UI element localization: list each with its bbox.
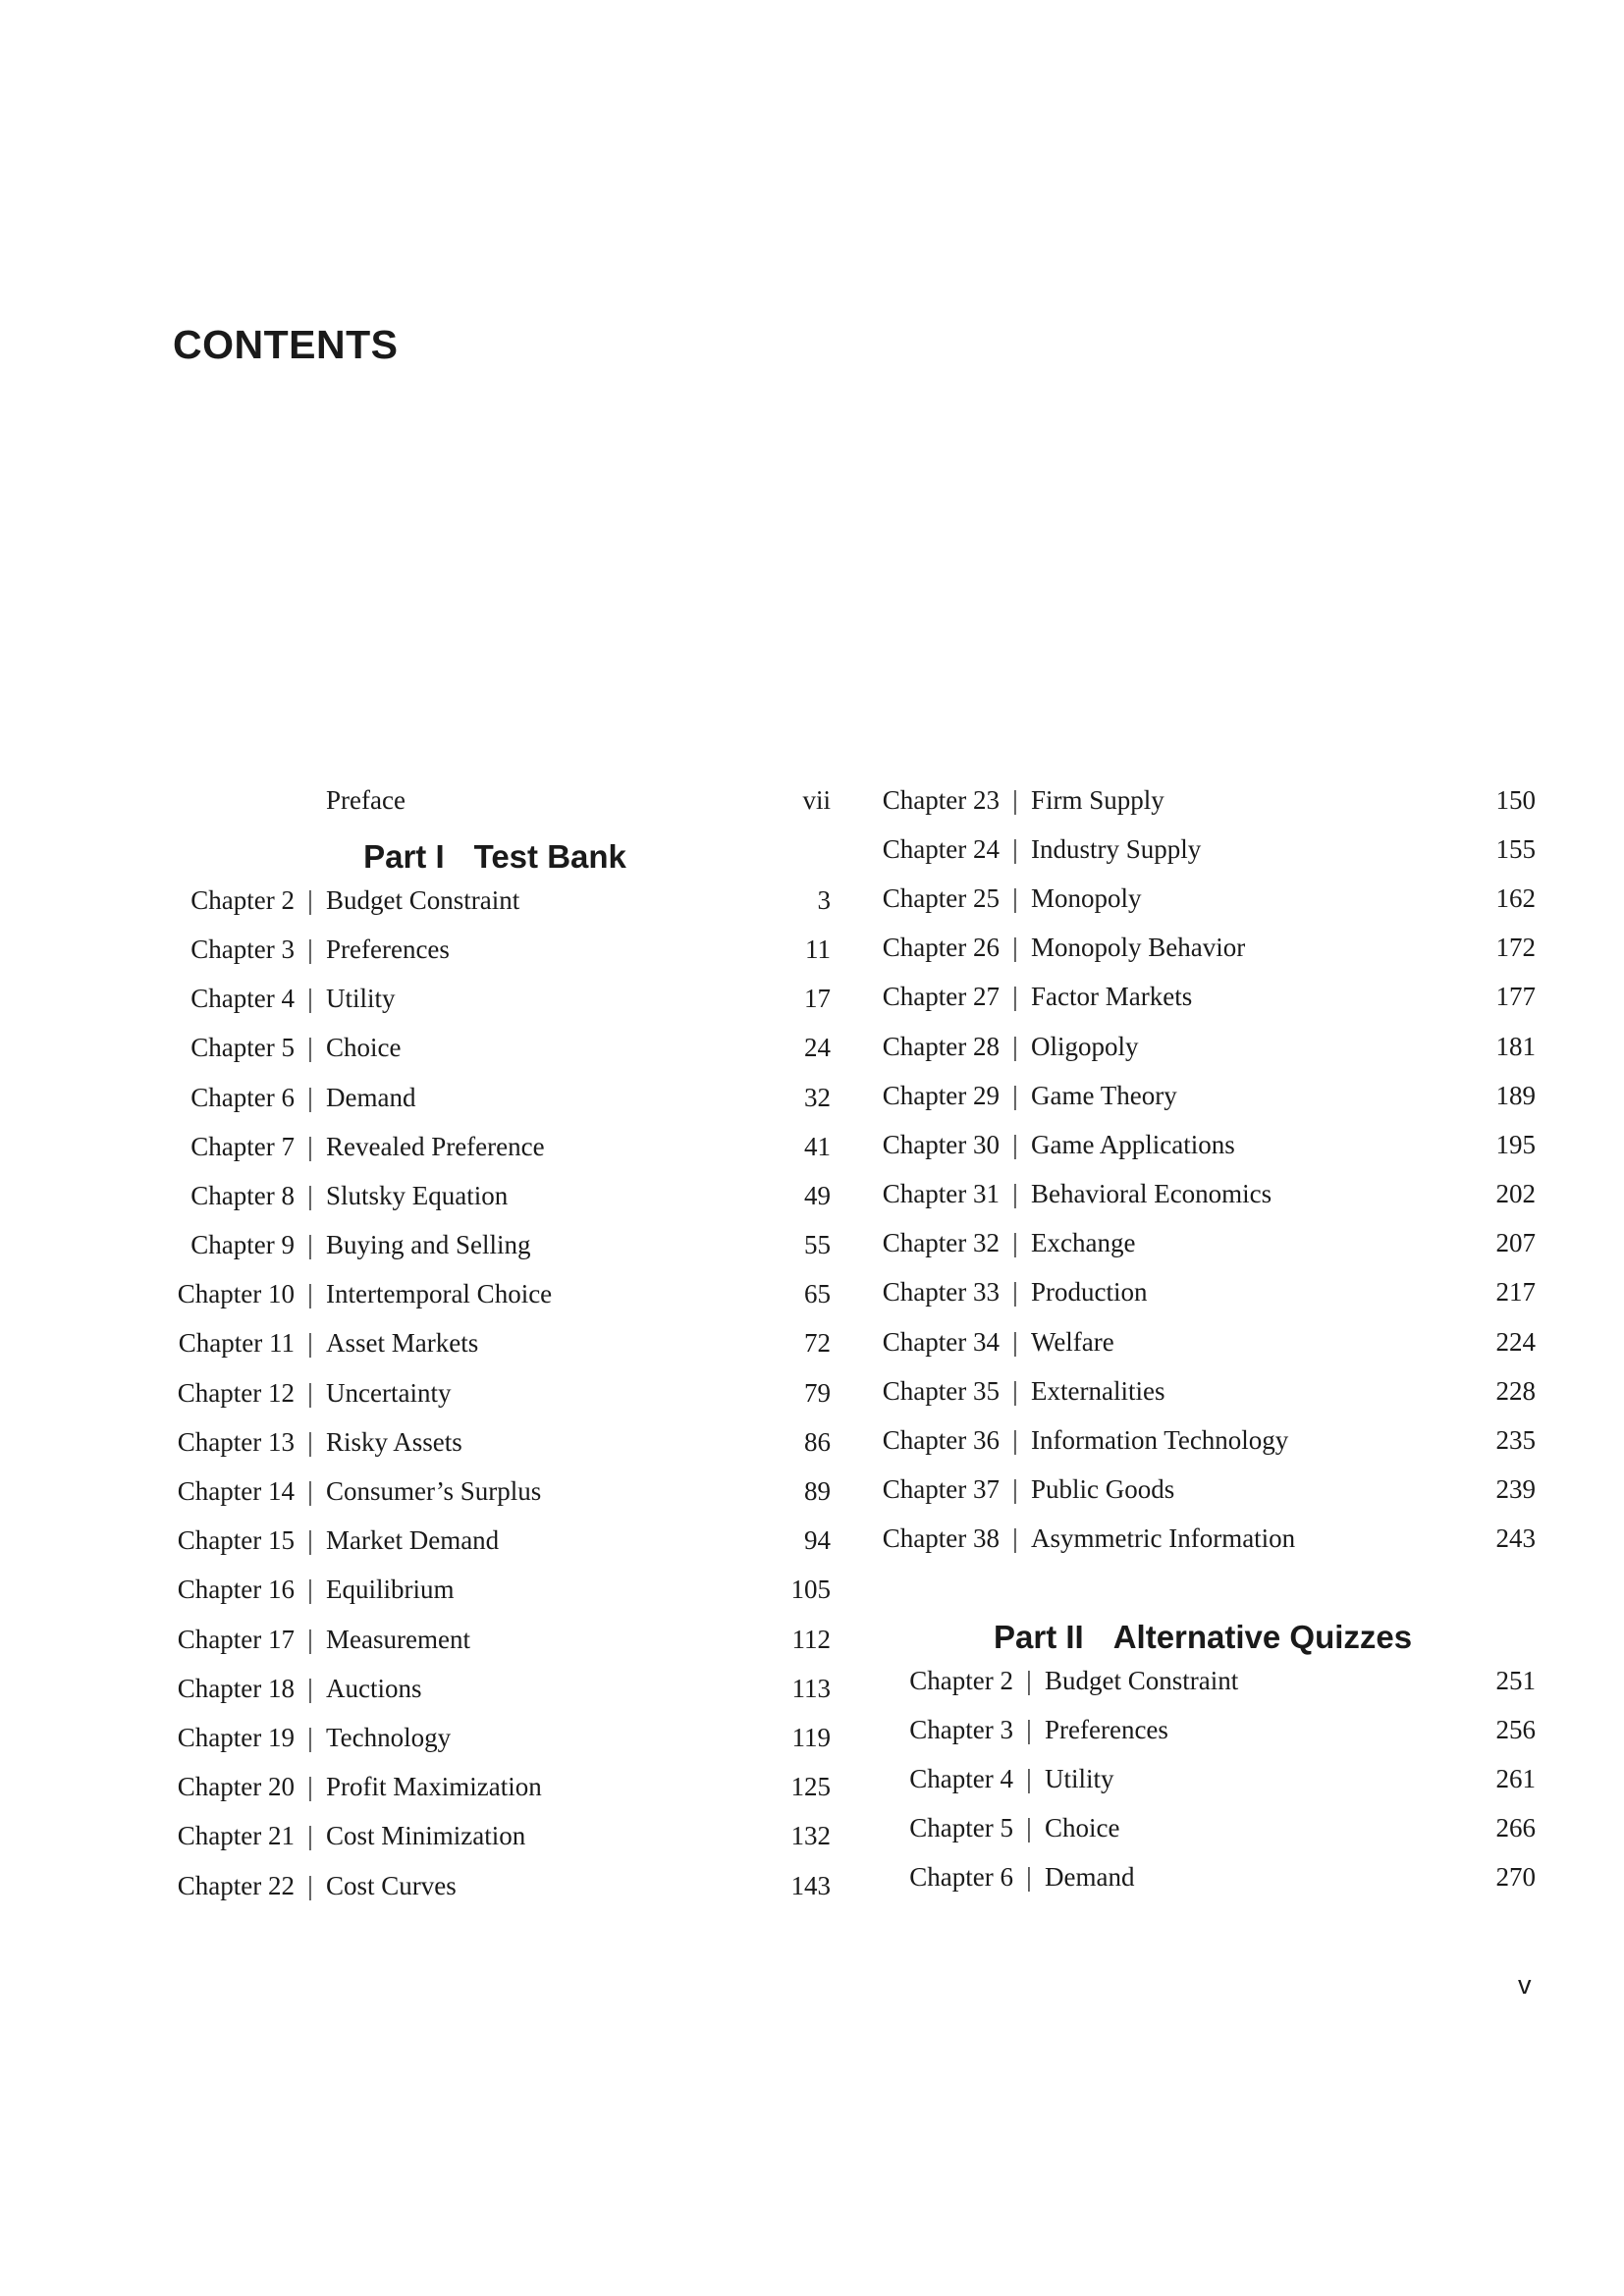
part-number: Part II (994, 1619, 1084, 1655)
toc-separator: | (307, 1624, 313, 1654)
toc-separator: | (307, 1476, 313, 1507)
toc-entry-title: Public Goods (1031, 1474, 1175, 1505)
toc-entry-title: Game Theory (1031, 1080, 1177, 1110)
toc-entry-chapter: Chapter 24 (882, 833, 1000, 864)
toc-entry[interactable] (171, 1812, 831, 1861)
toc-entry-page: vii (802, 784, 831, 815)
toc-entry-page: 150 (1495, 784, 1536, 815)
toc-separator: | (307, 1033, 313, 1063)
toc-entry-chapter: Chapter 16 (177, 1575, 295, 1605)
toc-entry-page: 112 (791, 1624, 831, 1654)
toc-entry-title: Game Applications (1031, 1129, 1235, 1159)
toc-separator: | (307, 1575, 313, 1605)
part-heading-part-2 (878, 1585, 1536, 1656)
toc-entry-page: 202 (1495, 1179, 1536, 1209)
toc-entry-chapter: Chapter 27 (882, 982, 1000, 1012)
toc-entry[interactable] (171, 1024, 831, 1073)
toc-entry-page: 172 (1495, 933, 1536, 963)
toc-entry-title: Equilibrium (326, 1575, 455, 1605)
toc-entry-chapter: Chapter 6 (909, 1862, 1013, 1893)
toc-entry[interactable] (171, 1467, 831, 1516)
toc-separator: | (307, 1180, 313, 1210)
toc-separator: | (1026, 1665, 1032, 1695)
toc-entry[interactable] (171, 1368, 831, 1417)
toc-entry[interactable] (171, 1270, 831, 1319)
toc-entry[interactable] (171, 975, 831, 1024)
toc-entry[interactable] (878, 874, 1536, 923)
toc-entry-page: 125 (790, 1772, 831, 1802)
toc-entry-page: 261 (1495, 1763, 1536, 1793)
toc-entry-title: Risky Assets (326, 1426, 462, 1457)
toc-entry-page: 251 (1495, 1665, 1536, 1695)
toc-list-part-1-left (171, 876, 831, 1910)
toc-entry[interactable] (171, 1664, 831, 1713)
toc-entry[interactable] (171, 1417, 831, 1467)
toc-entry-chapter: Chapter 22 (177, 1870, 295, 1900)
toc-separator: | (307, 884, 313, 915)
toc-entry[interactable] (878, 924, 1536, 973)
toc-entry-page: 235 (1495, 1425, 1536, 1456)
toc-entry[interactable] (171, 876, 831, 925)
toc-entry-title: Monopoly (1031, 882, 1142, 913)
toc-entry-chapter: Chapter 2 (190, 884, 295, 915)
toc-entry[interactable] (878, 1120, 1536, 1169)
part-number: Part I (363, 838, 445, 876)
toc-entry-title: Asset Markets (326, 1328, 479, 1359)
toc-entry-title: Auctions (326, 1673, 422, 1703)
toc-entry-chapter: Chapter 38 (882, 1523, 1000, 1554)
toc-entry[interactable] (171, 1221, 831, 1270)
toc-entry[interactable] (878, 973, 1536, 1022)
toc-entry-chapter: Chapter 17 (177, 1624, 295, 1654)
toc-entry-page: 228 (1495, 1375, 1536, 1406)
toc-separator: | (307, 1821, 313, 1851)
toc-separator: | (1012, 1129, 1018, 1159)
toc-entry[interactable] (878, 1366, 1536, 1415)
toc-separator: | (307, 1131, 313, 1161)
toc-entry[interactable] (171, 1171, 831, 1220)
toc-entry[interactable] (878, 1656, 1536, 1705)
toc-entry-page: 17 (804, 984, 831, 1014)
toc-entry-page: 239 (1495, 1474, 1536, 1505)
toc-entry-title: Information Technology (1031, 1425, 1289, 1456)
toc-entry[interactable] (171, 1517, 831, 1566)
toc-entry-title: Asymmetric Information (1031, 1523, 1296, 1554)
toc-separator: | (1012, 833, 1018, 864)
toc-separator: | (307, 1525, 313, 1556)
toc-separator: | (1012, 1179, 1018, 1209)
toc-entry-title: Externalities (1031, 1375, 1165, 1406)
toc-entry-page: 41 (804, 1131, 831, 1161)
toc-separator: | (307, 1082, 313, 1112)
toc-entry-page: 89 (804, 1476, 831, 1507)
toc-entry[interactable] (878, 1219, 1536, 1268)
toc-entry[interactable] (878, 1754, 1536, 1803)
toc-entry[interactable] (171, 925, 831, 974)
toc-entry[interactable] (878, 1022, 1536, 1071)
toc-entry[interactable] (878, 1170, 1536, 1219)
toc-entry-page: 79 (804, 1377, 831, 1408)
toc-entry-title: Industry Supply (1031, 833, 1202, 864)
toc-entry-page: 266 (1495, 1813, 1536, 1843)
toc-separator: | (1026, 1862, 1032, 1893)
toc-entry[interactable] (878, 1317, 1536, 1366)
toc-entry-page: 155 (1495, 833, 1536, 864)
toc-separator: | (1012, 1425, 1018, 1456)
toc-entry-title: Production (1031, 1277, 1148, 1308)
toc-entry-title: Preface (326, 784, 406, 815)
toc-entry-title: Intertemporal Choice (326, 1279, 553, 1309)
toc-separator: | (1012, 882, 1018, 913)
toc-separator: | (307, 1230, 313, 1260)
toc-entry-title: Budget Constraint (1045, 1665, 1239, 1695)
toc-entry-title: Budget Constraint (326, 884, 520, 915)
toc-entry-chapter: Chapter 34 (882, 1326, 1000, 1357)
toc-entry[interactable] (878, 825, 1536, 874)
toc-entry-chapter: Chapter 29 (882, 1080, 1000, 1110)
page-title: CONTENTS (173, 322, 399, 367)
toc-entry-page: 256 (1495, 1714, 1536, 1744)
toc-entry[interactable] (171, 1122, 831, 1171)
toc-entry-chapter: Chapter 2 (909, 1665, 1013, 1695)
toc-entry-chapter: Chapter 14 (177, 1476, 295, 1507)
toc-entry-title: Utility (326, 984, 396, 1014)
page-number: v (1518, 1970, 1532, 2000)
toc-entry-page: 72 (804, 1328, 831, 1359)
toc-entry-title: Profit Maximization (326, 1772, 542, 1802)
toc-entry-page: 119 (791, 1722, 831, 1752)
toc-entry-title: Slutsky Equation (326, 1180, 509, 1210)
toc-entry-page: 94 (804, 1525, 831, 1556)
toc-separator: | (1026, 1813, 1032, 1843)
toc-separator: | (307, 1722, 313, 1752)
toc-entry-title: Demand (326, 1082, 416, 1112)
toc-entry-chapter: Chapter 37 (882, 1474, 1000, 1505)
toc-entry-page: 243 (1495, 1523, 1536, 1554)
toc-entry-page: 189 (1495, 1080, 1536, 1110)
toc-entry[interactable] (171, 1615, 831, 1664)
toc-entry-chapter: Chapter 3 (190, 934, 295, 964)
toc-entry[interactable] (878, 1071, 1536, 1120)
toc-entry[interactable] (878, 1466, 1536, 1515)
toc-entry-page: 32 (804, 1082, 831, 1112)
toc-entry-page: 162 (1495, 882, 1536, 913)
toc-entry-chapter: Chapter 20 (177, 1772, 295, 1802)
toc-entry-title: Factor Markets (1031, 982, 1193, 1012)
toc-entry-title: Preferences (326, 934, 450, 964)
toc-separator: | (1026, 1763, 1032, 1793)
toc-entry-chapter: Chapter 12 (177, 1377, 295, 1408)
toc-separator: | (307, 1328, 313, 1359)
toc-entry-chapter: Chapter 5 (909, 1813, 1013, 1843)
toc-entry-title: Technology (326, 1722, 452, 1752)
toc-entry[interactable] (878, 1415, 1536, 1465)
toc-separator: | (1012, 1523, 1018, 1554)
toc-entry[interactable] (171, 1319, 831, 1368)
toc-separator: | (1012, 1326, 1018, 1357)
toc-list-part-1-right (878, 775, 1536, 1564)
toc-entry-title: Oligopoly (1031, 1031, 1139, 1061)
toc-entry-chapter: Chapter 32 (882, 1228, 1000, 1258)
toc-entry-chapter: Chapter 6 (190, 1082, 295, 1112)
toc-right-column (878, 775, 1536, 1902)
toc-separator: | (307, 1772, 313, 1802)
toc-entry-title: Welfare (1031, 1326, 1114, 1357)
part-name: Test Bank (473, 838, 626, 876)
toc-entry-page: 105 (790, 1575, 831, 1605)
toc-entry-title: Consumer’s Surplus (326, 1476, 542, 1507)
part-heading-part-1 (171, 825, 662, 876)
toc-entry[interactable] (878, 1853, 1536, 1902)
toc-entry-page: 270 (1495, 1862, 1536, 1893)
toc-entry-page: 143 (790, 1870, 831, 1900)
toc-entry-title: Uncertainty (326, 1377, 452, 1408)
toc-entry-page: 195 (1495, 1129, 1536, 1159)
toc-separator: | (1026, 1714, 1032, 1744)
toc-entry-page: 65 (804, 1279, 831, 1309)
toc-separator: | (307, 1426, 313, 1457)
toc-separator: | (307, 1673, 313, 1703)
toc-entry-page: 224 (1495, 1326, 1536, 1357)
toc-entry[interactable] (878, 1804, 1536, 1853)
toc-entry[interactable] (878, 1515, 1536, 1564)
toc-entry[interactable] (171, 1861, 831, 1910)
toc-entry-chapter: Chapter 5 (190, 1033, 295, 1063)
toc-entry-chapter: Chapter 36 (882, 1425, 1000, 1456)
toc-entry-chapter: Chapter 8 (190, 1180, 295, 1210)
toc-entry-title: Behavioral Economics (1031, 1179, 1272, 1209)
toc-entry-page: 3 (817, 884, 831, 915)
toc-entry-page: 181 (1495, 1031, 1536, 1061)
toc-entry-chapter: Chapter 11 (178, 1328, 295, 1359)
toc-entry[interactable] (171, 1566, 831, 1615)
toc-preface-entry[interactable] (171, 775, 831, 825)
toc-entry-chapter: Chapter 21 (177, 1821, 295, 1851)
toc-entry-title: Choice (1045, 1813, 1120, 1843)
toc-entry-chapter: Chapter 4 (909, 1763, 1013, 1793)
toc-entry-page: 24 (804, 1033, 831, 1063)
toc-entry-title: Cost Curves (326, 1870, 457, 1900)
toc-separator: | (307, 1377, 313, 1408)
toc-entry-title: Monopoly Behavior (1031, 933, 1246, 963)
toc-entry-chapter: Chapter 10 (177, 1279, 295, 1309)
toc-entry-title: Exchange (1031, 1228, 1136, 1258)
toc-separator: | (1012, 784, 1018, 815)
toc-entry-page: 55 (804, 1230, 831, 1260)
toc-entry[interactable] (878, 1268, 1536, 1317)
toc-entry-chapter: Chapter 19 (177, 1722, 295, 1752)
toc-entry-page: 217 (1495, 1277, 1536, 1308)
toc-entry-chapter: Chapter 31 (882, 1179, 1000, 1209)
toc-entry-chapter: Chapter 15 (177, 1525, 295, 1556)
toc-entry[interactable] (171, 1763, 831, 1812)
toc-entry-chapter: Chapter 33 (882, 1277, 1000, 1308)
toc-separator: | (307, 984, 313, 1014)
toc-separator: | (307, 934, 313, 964)
toc-entry[interactable] (878, 1705, 1536, 1754)
toc-entry-chapter: Chapter 30 (882, 1129, 1000, 1159)
toc-separator: | (307, 1279, 313, 1309)
toc-separator: | (1012, 1080, 1018, 1110)
toc-entry-title: Demand (1045, 1862, 1135, 1893)
toc-entry-page: 207 (1495, 1228, 1536, 1258)
toc-separator: | (307, 1870, 313, 1900)
toc-separator: | (1012, 1228, 1018, 1258)
toc-entry-chapter: Chapter 9 (190, 1230, 295, 1260)
toc-entry[interactable] (171, 1073, 831, 1122)
toc-entry-chapter: Chapter 26 (882, 933, 1000, 963)
toc-entry-title: Utility (1045, 1763, 1114, 1793)
toc-entry-page: 11 (805, 934, 831, 964)
toc-separator: | (1012, 1277, 1018, 1308)
toc-entry-title: Choice (326, 1033, 402, 1063)
toc-separator: | (1012, 1474, 1018, 1505)
toc-entry-page: 113 (791, 1673, 831, 1703)
toc-entry-page: 132 (790, 1821, 831, 1851)
toc-entry-chapter: Chapter 18 (177, 1673, 295, 1703)
toc-list-part-2 (878, 1656, 1536, 1902)
toc-entry-title: Market Demand (326, 1525, 500, 1556)
toc-separator: | (1012, 1375, 1018, 1406)
toc-entry-chapter: Chapter 7 (190, 1131, 295, 1161)
toc-entry-chapter: Chapter 4 (190, 984, 295, 1014)
toc-left-column (171, 775, 831, 1910)
toc-separator: | (1012, 982, 1018, 1012)
toc-entry-page: 49 (804, 1180, 831, 1210)
toc-entry-title: Buying and Selling (326, 1230, 531, 1260)
toc-entry-chapter: Chapter 28 (882, 1031, 1000, 1061)
toc-entry-title: Revealed Preference (326, 1131, 545, 1161)
toc-entry[interactable] (878, 775, 1536, 825)
toc-separator: | (1012, 933, 1018, 963)
toc-entry-title: Cost Minimization (326, 1821, 526, 1851)
toc-separator: | (1012, 1031, 1018, 1061)
toc-entry-chapter: Chapter 3 (909, 1714, 1013, 1744)
toc-entry[interactable] (171, 1713, 831, 1762)
toc-entry-page: 86 (804, 1426, 831, 1457)
toc-entry-title: Firm Supply (1031, 784, 1164, 815)
toc-entry-title: Preferences (1045, 1714, 1168, 1744)
part-name: Alternative Quizzes (1112, 1619, 1413, 1655)
toc-entry-page: 177 (1495, 982, 1536, 1012)
toc-entry-title: Measurement (326, 1624, 470, 1654)
toc-entry-chapter: Chapter 13 (177, 1426, 295, 1457)
toc-entry-chapter: Chapter 23 (882, 784, 1000, 815)
toc-entry-chapter: Chapter 35 (882, 1375, 1000, 1406)
toc-entry-chapter: Chapter 25 (882, 882, 1000, 913)
